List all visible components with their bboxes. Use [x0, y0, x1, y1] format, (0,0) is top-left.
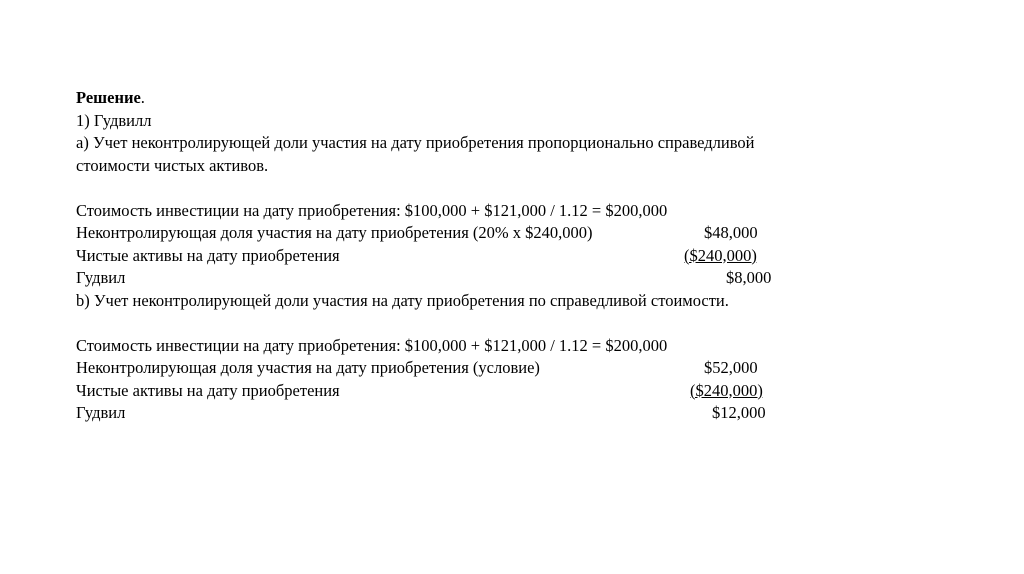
part-b-goodwill-row [76, 402, 956, 425]
part-a-ncl-label: Неконтролирующая доля участия на дату приобретения (20% х $240,000) [76, 223, 593, 242]
part-b-net-assets-row [76, 380, 956, 403]
part-b-ncl-row [76, 357, 956, 380]
part-b-ncl-label: Неконтролирующая доля участия на дату приобретения (условие) [76, 358, 540, 377]
spacer [76, 312, 956, 335]
item-1-goodwill: 1) Гудвилл [76, 110, 152, 130]
part-a-net-assets-value: ($240,000) [684, 245, 757, 265]
spacer [76, 177, 956, 200]
solution-heading: Решение [76, 88, 141, 107]
solution-heading-dot: . [140, 88, 145, 107]
part-b-ncl-value: $52,000 [704, 358, 758, 377]
part-b-investment-line: Стоимость инвестиции на дату приобретения: $100,000 + $121,000 / 1.12 = $200,000 [76, 335, 668, 355]
part-a-ncl-row [76, 222, 956, 245]
part-b-goodwill-value: $12,000 [712, 403, 766, 422]
part-a-net-assets-row [76, 245, 956, 268]
part-a-title-line-1: a) Учет неконтролирующей доли участия на дату приобретения пропорционально справедливой [76, 133, 755, 152]
part-a-title-line-2: стоимости чистых активов. [76, 155, 269, 175]
part-a-net-assets-label: Чистые активы на дату приобретения [76, 245, 340, 265]
solution-heading-line [76, 87, 956, 110]
solution-text-block [76, 87, 956, 425]
part-a-goodwill-row [76, 267, 956, 290]
part-a-goodwill-value: $8,000 [726, 268, 772, 287]
part-b-net-assets-label: Чистые активы на дату приобретения [76, 380, 340, 400]
part-b-net-assets-value: ($240,000) [690, 380, 763, 400]
part-b-title-line-1: b) Учет неконтролирующей доли участия на дату приобретения по справедливой стоимости. [76, 290, 729, 310]
part-a-goodwill-label: Гудвил [76, 268, 126, 287]
part-a-investment-line: Стоимость инвестиции на дату приобретения: $100,000 + $121,000 / 1.12 = $200,000 [76, 200, 668, 220]
part-a-ncl-value: $48,000 [704, 223, 758, 242]
part-b-goodwill-label: Гудвил [76, 403, 126, 422]
